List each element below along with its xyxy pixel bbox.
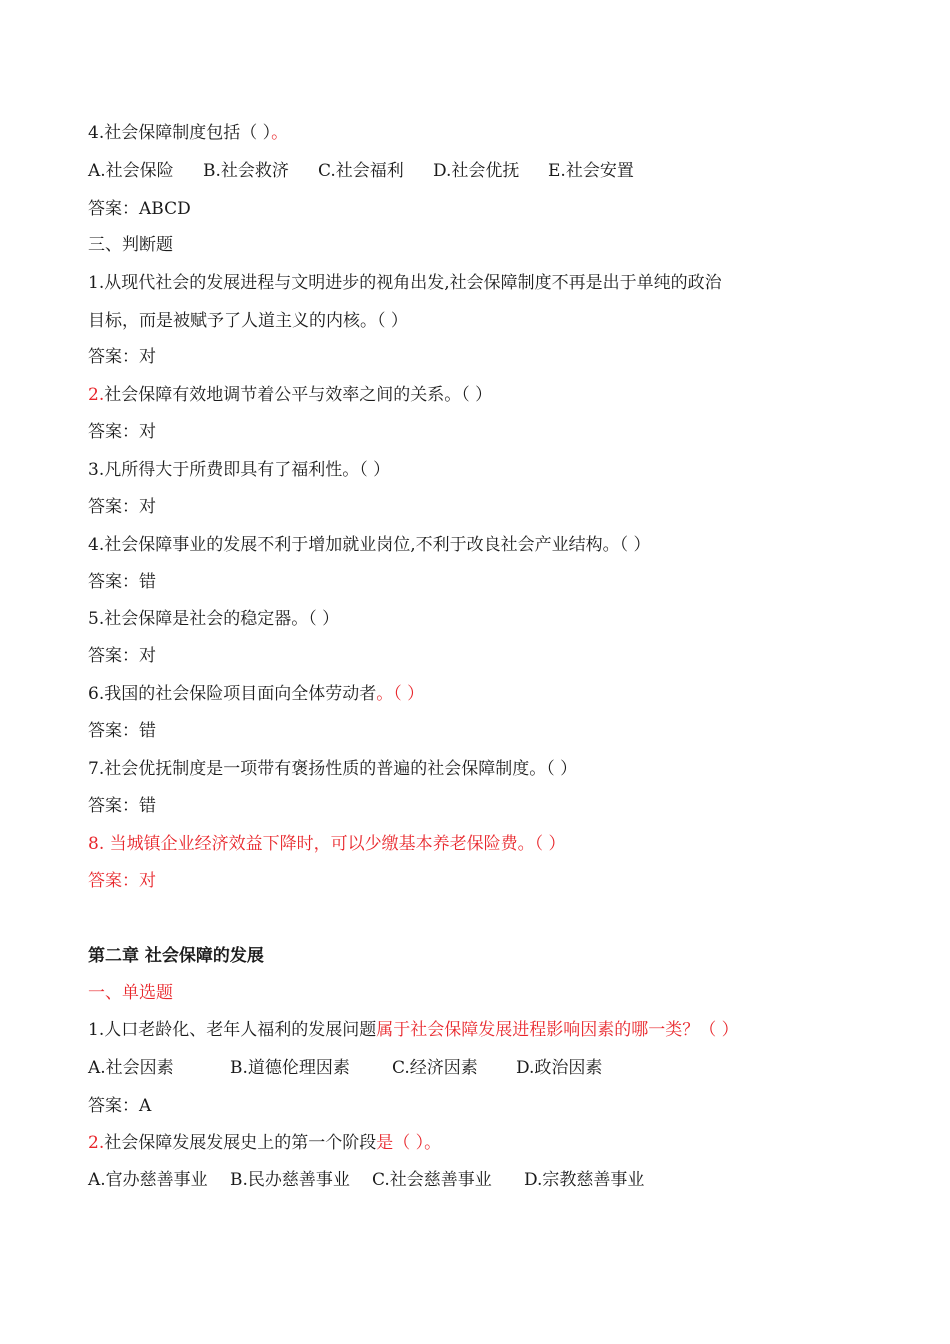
option-b: B.民办慈善事业: [230, 1170, 350, 1190]
tf-question-4: 4.社会保障事业的发展不利于增加就业岗位,不利于改良社会产业结构。（ ）: [88, 535, 651, 555]
question-number-highlight: 2.: [88, 1133, 105, 1153]
option-d: D.政治因素: [516, 1058, 603, 1078]
option-c: C.社会慈善事业: [372, 1170, 492, 1190]
question-text: 社会保障有效地调节着公平与效率之间的关系。（ ）: [104, 385, 493, 405]
option-a: A.官办慈善事业: [88, 1170, 208, 1190]
question-text-highlight: 是（ ）。: [376, 1133, 442, 1153]
answer-line: 答案：对: [88, 347, 156, 367]
option-d: D.社会优抚: [433, 161, 520, 181]
option-d: D.宗教慈善事业: [524, 1170, 645, 1190]
question-text: 6.我国的社会保险项目面向全体劳动者: [88, 684, 377, 704]
option-c: C.经济因素: [392, 1058, 478, 1078]
tf-question-2: [88, 384, 492, 406]
option-a: A.社会因素: [88, 1058, 174, 1078]
question-text-highlight: 属于社会保障发展进程影响因素的哪一类？（ ）: [376, 1020, 739, 1040]
sc-question-2-options: [88, 1169, 644, 1191]
question-text: 4.社会保障制度包括（ ）: [88, 123, 272, 143]
sc-question-1-options: [88, 1057, 602, 1079]
answer-line: 答案：错: [88, 572, 156, 592]
chapter-title: 第二章 社会保障的发展: [88, 946, 264, 966]
answer-line: 答案：对: [88, 497, 156, 517]
question-4-multiple-choice: [88, 122, 288, 144]
tf-question-8-highlight: 8. 当城镇企业经济效益下降时，可以少缴基本养老保险费。（ ）: [88, 834, 566, 854]
answer-line-highlight: 答案：对: [88, 871, 156, 891]
answer-line: 答案：错: [88, 721, 156, 741]
tf-question-7: 7.社会优抚制度是一项带有褒扬性质的普遍的社会保障制度。（ ）: [88, 759, 578, 779]
question-text: 1.人口老龄化、老年人福利的发展问题: [88, 1020, 377, 1040]
tf-question-1-line-1: 1.从现代社会的发展进程与文明进步的视角出发,社会保障制度不再是出于单纯的政治: [88, 273, 722, 293]
sc-question-2: [88, 1132, 441, 1154]
answer-line: 答案：对: [88, 422, 156, 442]
answer-line: 答案：错: [88, 796, 156, 816]
answer-line: 答案：A: [88, 1096, 152, 1116]
tf-question-5: 5.社会保障是社会的稳定器。（ ）: [88, 609, 340, 629]
question-punctuation-highlight: 。（ ）: [376, 684, 425, 704]
section-title: 三、判断题: [88, 235, 173, 255]
option-b: B.道德伦理因素: [230, 1058, 350, 1078]
option-e: E.社会安置: [548, 161, 634, 181]
question-text: 社会保障发展发展史上的第一个阶段: [104, 1133, 377, 1153]
option-a: A.社会保险: [88, 161, 174, 181]
tf-question-1-line-2: 目标，而是被赋予了人道主义的内核。（ ）: [88, 311, 408, 331]
answer-line: 答案：对: [88, 646, 156, 666]
option-c: C.社会福利: [318, 161, 404, 181]
question-4-options: [88, 160, 634, 182]
question-number-highlight: 2.: [88, 385, 105, 405]
tf-question-6: [88, 683, 424, 705]
answer-line: 答案：ABCD: [88, 199, 191, 219]
question-punctuation-highlight: 。: [271, 123, 289, 143]
tf-question-3: 3.凡所得大于所费即具有了福利性。（ ）: [88, 460, 391, 480]
section-title-highlight: 一、单选题: [88, 983, 173, 1003]
sc-question-1: [88, 1019, 739, 1041]
option-b: B.社会救济: [203, 161, 289, 181]
